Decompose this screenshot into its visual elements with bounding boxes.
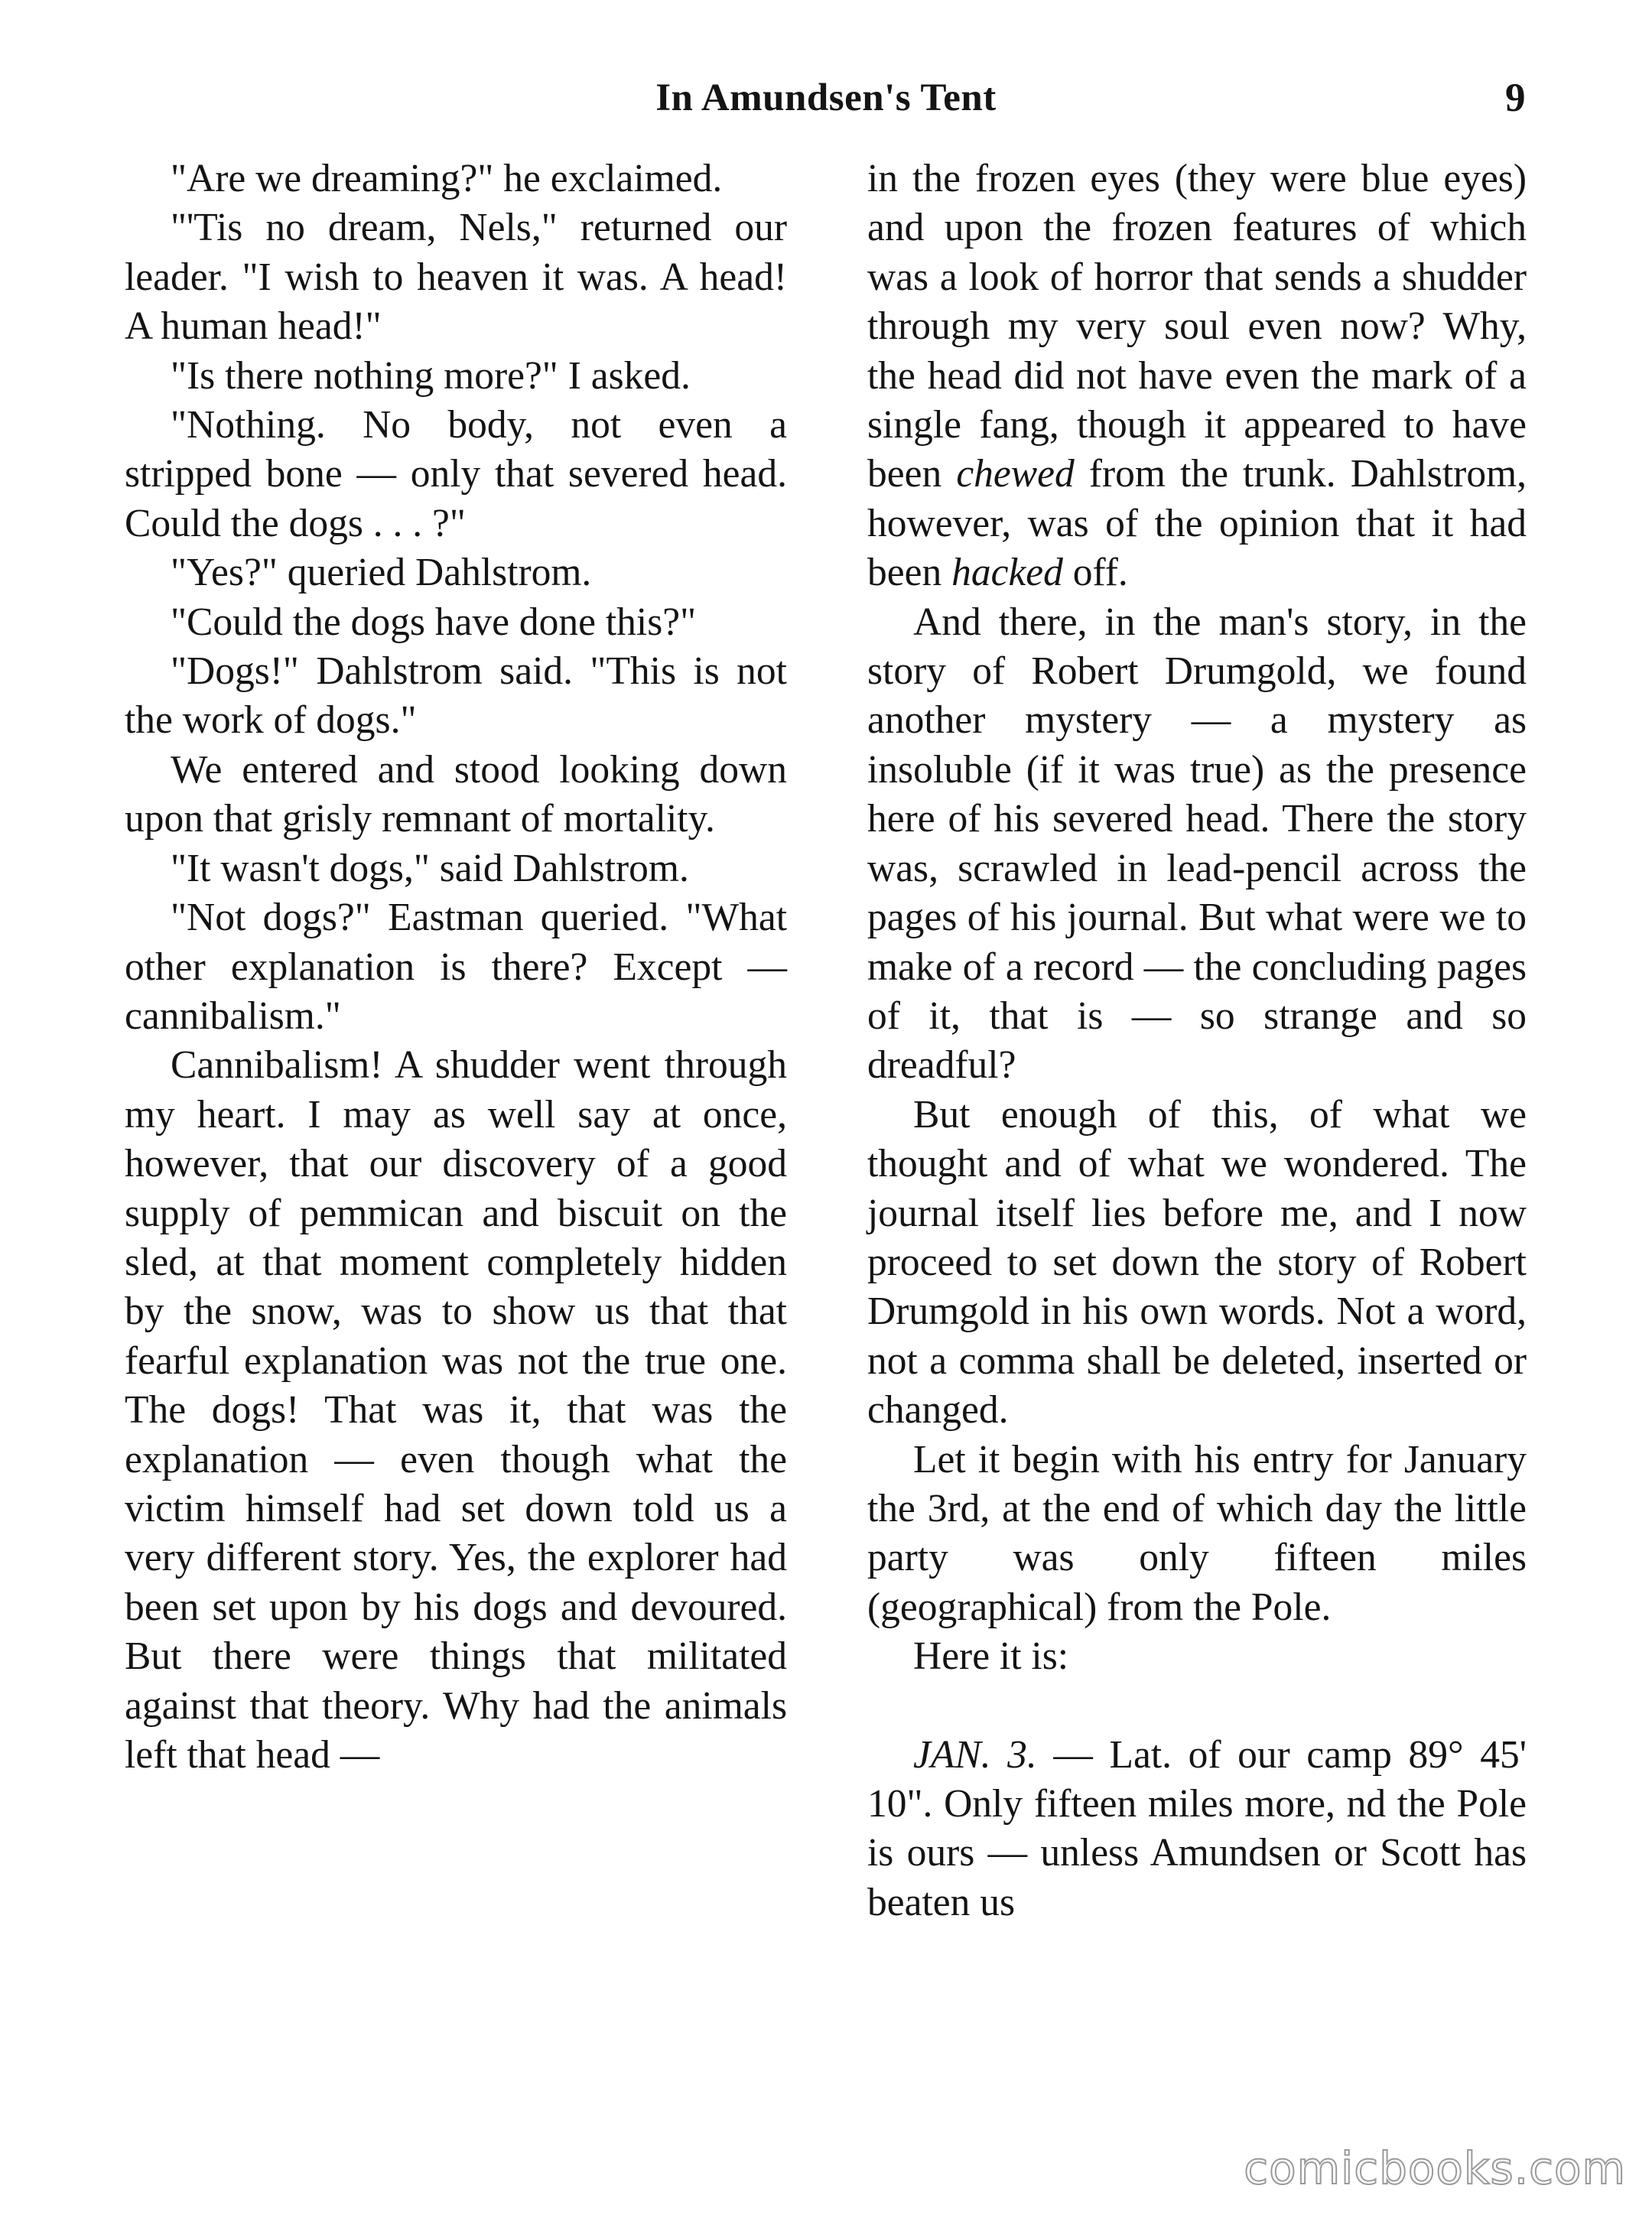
page-number: 9 [1505, 76, 1526, 120]
paragraph: Let it begin with his entry for January the 3rd, at the end of which day the little party was only fifteen miles (geographical) from the Pole. [867, 1437, 1527, 1629]
paragraph: "Are we dreaming?" he exclaimed. [171, 157, 723, 200]
journal-text: — Lat. of our camp 89° 45' 10". Only fifteen miles more, nd the Pole is ours — unless Amundsen or Scott has beaten us [867, 1732, 1527, 1924]
text-run: from the trunk. Dahlstrom, however, was of the opinion that it had been [867, 452, 1527, 595]
paragraph: Cannibalism! A shudder went through my heart. I may as well say at once, however, that our discovery of a good supply of pemmican and biscuit on the sled, at that moment completely hidden by the snow, was to show us that that fearful explanation was not the true one. The dogs! That was it, that was the explanation — even though what the victim himself had set down told us a very different story. Yes, the explorer had been set upon by his dogs and devoured. But there were things that militated against that theory. Why had the animals left that head — [125, 1043, 787, 1777]
paragraph: "Yes?" queried Dahlstrom. [171, 551, 592, 595]
paragraph: "Nothing. No body, not even a stripped bone — only that severed head. Could the dogs . . . ?" [125, 403, 787, 545]
running-header-title: In Amundsen's Tent [655, 76, 997, 119]
paragraph: We entered and stood looking down upon that grisly remnant of mortality. [125, 747, 787, 841]
italic-word-chewed: chewed [956, 452, 1075, 496]
text-run: off. [1062, 551, 1128, 595]
paragraph: Here it is: [913, 1634, 1069, 1679]
journal-date: JAN. 3. [913, 1732, 1037, 1777]
paragraph: "It wasn't dogs," said Dahlstrom. [171, 846, 689, 890]
italic-word-hacked: hacked [951, 551, 1063, 595]
journal-entry [867, 1731, 1527, 1928]
paragraph: "Not dogs?" Eastman queried. "What other explanation is there? Except — cannibalism." [125, 896, 787, 1038]
right-text-column [867, 154, 1527, 1927]
paragraph-continued [867, 154, 1527, 598]
left-text-column [125, 154, 787, 1780]
paragraph: And there, in the man's story, in the story of Robert Drumgold, we found another mystery — a mystery as insoluble (if it was true) as the presence here of his severed head. There the story was, scrawled in lead-pencil across the pages of his journal. But what were we to make of a record — the concluding pages of it, that is — so strange and so dreadful? [867, 600, 1527, 1088]
paragraph: "Could the dogs have done this?" [171, 600, 697, 644]
paragraph: "Is there nothing more?" I asked. [171, 353, 691, 398]
paragraph: But enough of this, of what we thought and of what we wondered. The journal itself lies before me, and I now proceed to set down the story of Robert Drumgold in his own words. Not a word, not a comma shall be deleted, inserted or changed. [867, 1092, 1527, 1433]
site-watermark: comicbooks.com [1244, 2142, 1626, 2194]
paragraph: "Dogs!" Dahlstrom said. "This is not the work of dogs." [125, 649, 787, 743]
paragraph: "'Tis no dream, Nels," returned our leader. "I wish to heaven it was. A head! A human head!" [125, 206, 787, 349]
text-run: in the frozen eyes (they were blue eyes) and upon the frozen features of which was a look of horror that sends a shudder through my very soul even now? Why, the head did not have even the mark of a single fang, though it appeared to have been [867, 157, 1527, 496]
